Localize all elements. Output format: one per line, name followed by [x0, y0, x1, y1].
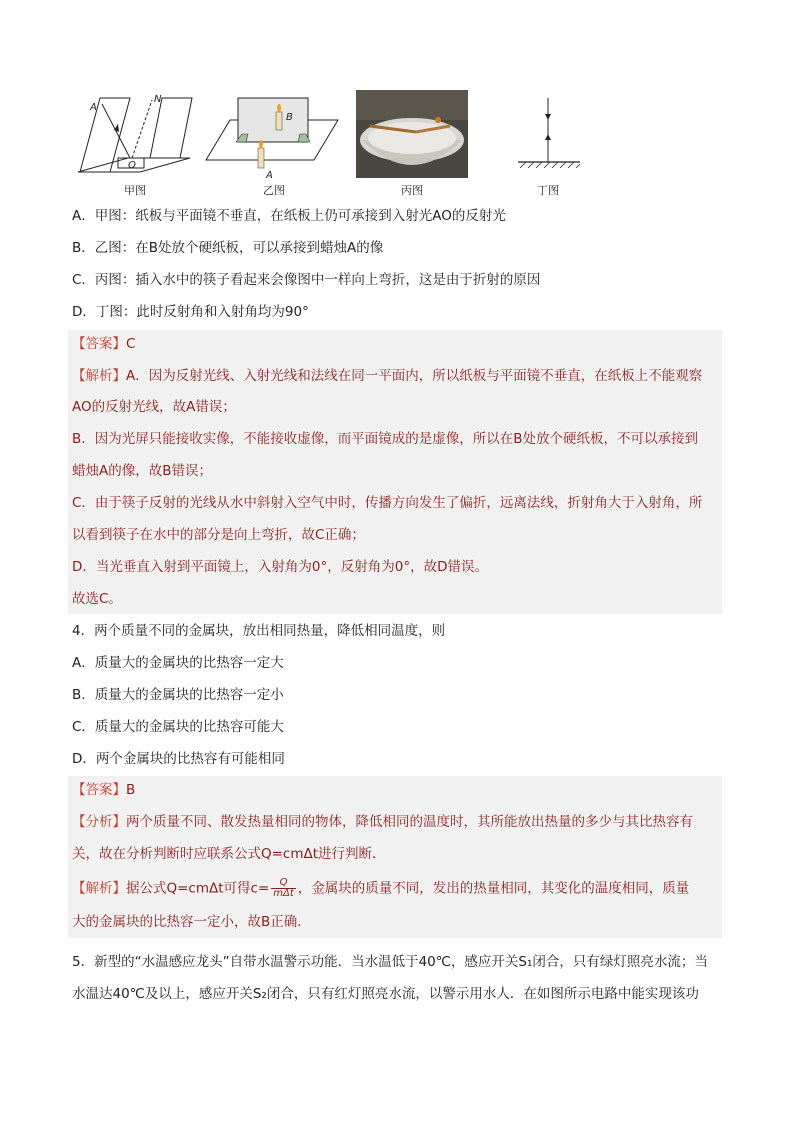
- figure-yi: [202, 90, 342, 200]
- q4-jiexi-tag: 【解析】: [72, 880, 126, 897]
- q4-fenxi-line-1: [72, 812, 693, 832]
- figure-jia-label: 甲图: [124, 184, 146, 197]
- q4-answer-line: [72, 780, 135, 800]
- q4-fenxi-text-1: 两个质量不同、散发热量相同的物体，降低相同的温度时，其所能放出热量的多少与其比热容有: [126, 814, 693, 830]
- q3-answer-tag: 【答案】: [72, 336, 126, 352]
- q4-fenxi-line-2: 关，故在分析判断时应联系公式Q=cmΔt进行判断．: [72, 846, 386, 862]
- q4-formula-fraction: [271, 878, 296, 899]
- q4-answer-tag: 【答案】: [72, 782, 126, 798]
- q4-fraction-numerator: Q: [271, 878, 296, 889]
- q5-stem-line-1: 5．新型的“水温感应龙头”自带水温警示功能．当水温低于40℃，感应开关S₁闭合，只有绿灯照亮水流；当: [72, 954, 708, 970]
- fig-jia-letter-n: N: [154, 94, 162, 105]
- q4-jiexi-post: ，金属块的质量不同，发出的热量相同，其变化的温度相同，质量: [297, 880, 690, 897]
- q4-option-a: A．质量大的金属块的比热容一定大: [72, 655, 284, 671]
- q4-jiexi-pre: 据公式Q=cmΔt可得c=: [126, 880, 270, 897]
- figure-ding-label: 丁图: [537, 184, 559, 197]
- q4-jiexi-line-1: [72, 878, 689, 899]
- figure-bing: [356, 90, 468, 200]
- q4-option-c: C．质量大的金属块的比热容可能大: [72, 719, 284, 735]
- q4-option-d: D．两个金属块的比热容有可能相同: [72, 751, 285, 767]
- fig-jia-letter-a: A: [90, 102, 97, 113]
- figure-bing-photo: [356, 90, 468, 178]
- q3-option-d: D．丁图：此时反射角和入射角均为90°: [72, 304, 309, 320]
- fig-jia-letter-o: O: [128, 160, 136, 171]
- q3-analysis-line-6: 以看到筷子在水中的部分是向上弯折，故C正确；: [72, 527, 365, 543]
- q4-answer-value: B: [126, 782, 136, 798]
- q4-fenxi-tag: 【分析】: [72, 814, 126, 830]
- q3-analysis-line-2: AO的反射光线，故A错误；: [72, 399, 236, 415]
- fig-yi-letter-b: B: [286, 112, 293, 123]
- q3-answer-line: [72, 334, 135, 354]
- fig-yi-letter-a: A: [266, 170, 273, 180]
- figure-jia: [70, 90, 200, 200]
- q3-analysis-line-1: [72, 366, 702, 386]
- q3-option-b: B．乙图：在B处放个硬纸板，可以承接到蜡烛A的像: [72, 240, 384, 256]
- q3-option-a: A．甲图：纸板与平面镜不垂直，在纸板上仍可承接到入射光AO的反射光: [72, 208, 506, 224]
- q3-analysis-line-5: C．由于筷子反射的光线从水中斜射入空气中时，传播方向发生了偏折，远离法线，折射角大于入射角，所: [72, 495, 703, 511]
- q4-fraction-denominator: mΔt: [273, 888, 294, 899]
- q3-analysis-line-3: B．因为光屏只能接收实像，不能接收虚像，而平面镜成的是虚像，所以在B处放个硬纸板，不可以承接到: [72, 431, 699, 447]
- q4-stem: 4．两个质量不同的金属块，放出相同热量，降低相同温度，则: [72, 623, 446, 639]
- figure-jia-drawing: [70, 90, 200, 180]
- figure-ding: [510, 90, 590, 200]
- figure-yi-drawing: [202, 90, 342, 180]
- q3-analysis-text-1: A．因为反射光线、入射光线和法线在同一平面内，所以纸板与平面镜不垂直，在纸板上不能观察: [126, 368, 703, 384]
- figure-bing-label: 丙图: [401, 184, 423, 197]
- figure-ding-drawing: [510, 90, 590, 180]
- q5-stem-line-2: 水温达40℃及以上，感应开关S₂闭合，只有红灯照亮水流，以警示用水人．在如图所示电路中能实现该功: [72, 986, 699, 1002]
- q3-analysis-line-7: D．当光垂直入射到平面镜上，入射角为0°，反射角为0°，故D错误。: [72, 559, 488, 575]
- q4-jiexi-line-2: 大的金属块的比热容一定小，故B正确．: [72, 914, 311, 930]
- q3-conclusion: 故选C。: [72, 591, 122, 607]
- q3-option-c: C．丙图：插入水中的筷子看起来会像图中一样向上弯折，这是由于折射的原因: [72, 272, 541, 288]
- q3-answer-value: C: [126, 336, 136, 352]
- figure-yi-label: 乙图: [263, 184, 285, 197]
- figures-row: [70, 90, 730, 200]
- q4-option-b: B．质量大的金属块的比热容一定小: [72, 687, 284, 703]
- q3-analysis-line-4: 蜡烛A的像，故B错误；: [72, 463, 212, 479]
- q3-analysis-tag: 【解析】: [72, 368, 126, 384]
